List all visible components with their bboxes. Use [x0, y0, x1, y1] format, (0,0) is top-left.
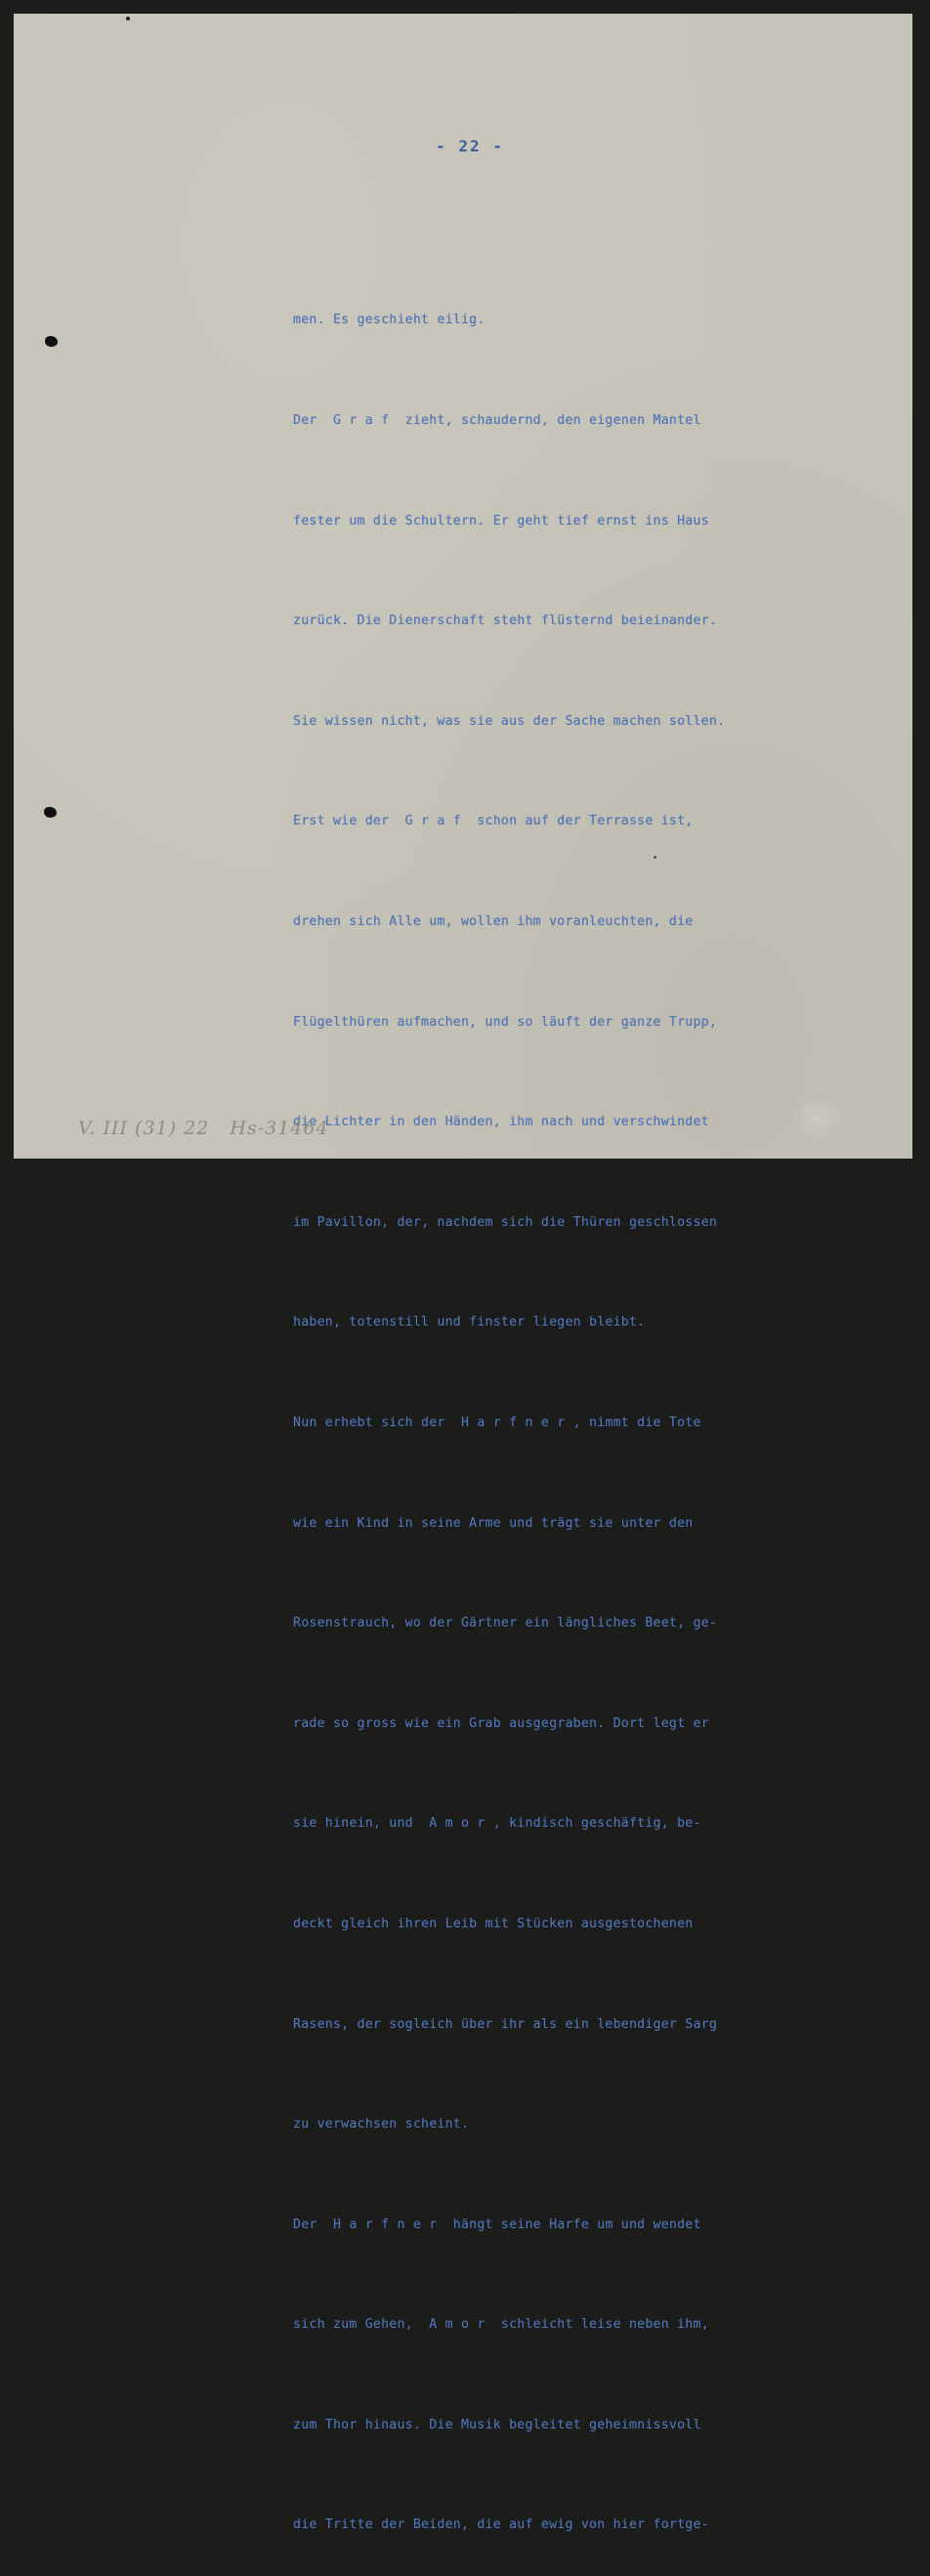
- text-line: fester um die Schultern. Er geht tief ernst ins Haus: [293, 513, 709, 528]
- text-line: wie ein Kind in seine Arme und trägt sie unter den: [293, 1515, 694, 1531]
- text-line: Rosenstrauch, wo der Gärtner ein längliches Beet, ge-: [293, 1616, 718, 1631]
- text-line: die Tritte der Beiden, die auf ewig von hier fortge-: [293, 2517, 709, 2533]
- punch-hole-lower: [44, 807, 57, 818]
- text-line: die Lichter in den Händen, ihm nach und verschwindet: [293, 1115, 709, 1130]
- text-line: rade so gross wie ein Grab ausgegraben. Dort legt er: [293, 1715, 709, 1731]
- text-line: im Pavillon, der, nachdem sich die Thüren geschlossen: [293, 1214, 718, 1230]
- page-number: - 22 -: [436, 137, 504, 155]
- text-line: zu verwachsen scheint.: [293, 2117, 470, 2133]
- typewritten-text: [293, 237, 879, 2576]
- archive-shelfmark: V. III (31) 22 Hs-31464: [78, 1118, 329, 1139]
- punch-hole-upper: [45, 336, 58, 347]
- text-line: drehen sich Alle um, wollen ihm voranleuchten, die: [293, 913, 694, 929]
- paper-speck: [126, 17, 130, 21]
- text-line: sich zum Gehen, A m o r schleicht leise neben ihm,: [293, 2317, 709, 2333]
- text-line: Nun erhebt sich der H a r f n e r , nimmt die Tote: [293, 1415, 701, 1430]
- text-line: Sie wissen nicht, was sie aus der Sache machen sollen.: [293, 713, 726, 729]
- text-line: men. Es geschieht eilig.: [293, 313, 486, 328]
- text-line: Rasens, der sogleich über ihr als ein lebendiger Sarg: [293, 2016, 718, 2032]
- text-line: sie hinein, und A m o r , kindisch geschäftig, be-: [293, 1816, 701, 1832]
- text-line: Der H a r f n e r hängt seine Harfe um und wendet: [293, 2217, 701, 2232]
- text-line: haben, totenstill und finster liegen bleibt.: [293, 1315, 646, 1330]
- text-line: Flügelthüren aufmachen, und so läuft der ganze Trupp,: [293, 1014, 718, 1030]
- text-line: zurück. Die Dienerschaft steht flüsternd beieinander.: [293, 613, 718, 629]
- text-line: Der G r a f zieht, schaudernd, den eigenen Mantel: [293, 413, 701, 428]
- text-line: zum Thor hinaus. Die Musik begleitet geheimnissvoll: [293, 2417, 701, 2432]
- text-line: deckt gleich ihren Leib mit Stücken ausgestochenen: [293, 1916, 694, 1931]
- text-line: Erst wie der G r a f schon auf der Terrasse ist,: [293, 814, 694, 829]
